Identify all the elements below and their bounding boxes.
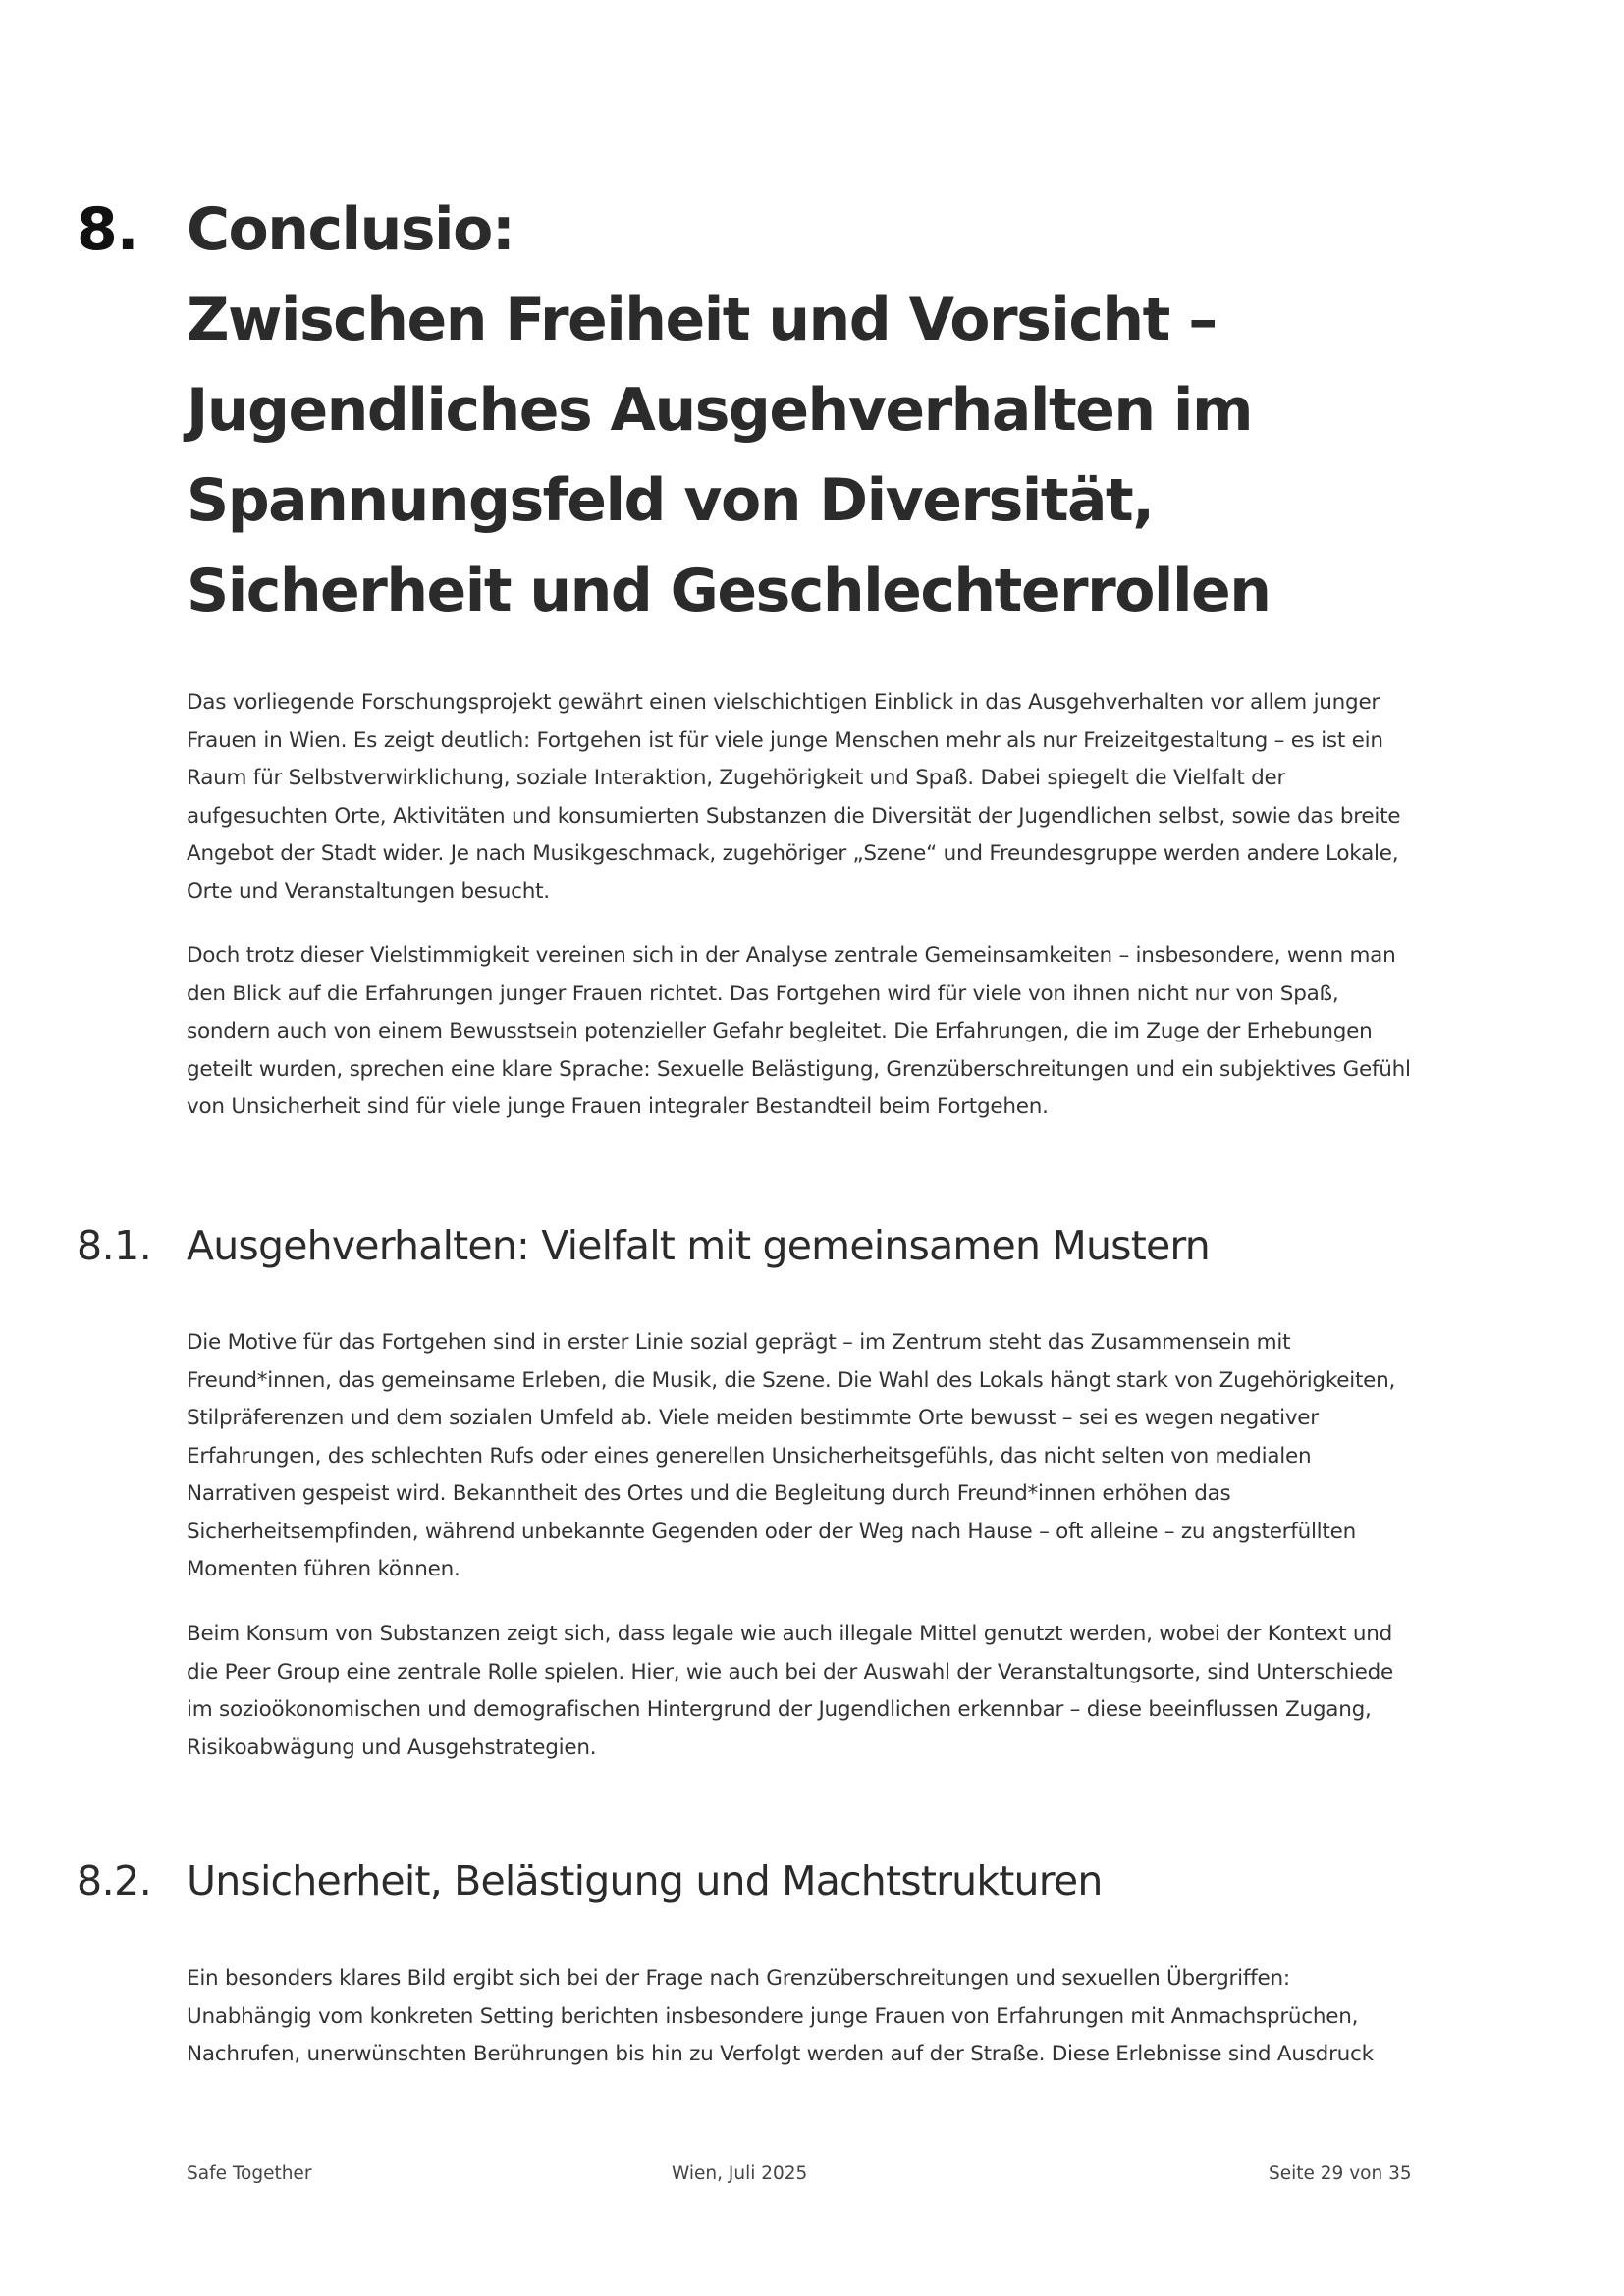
text-line: Frauen in Wien. Es zeigt deutlich: Fortgehen ist für viele junge Menschen mehr als nur Freizeitgestaltung – es ist ein xyxy=(187,727,1383,753)
chapter-title-line: Zwischen Freiheit und Vorsicht – xyxy=(187,286,1217,354)
text-line: Risikoabwägung und Ausgehstrategien. xyxy=(187,1735,597,1760)
footer-project-name: Safe Together xyxy=(187,2163,312,2184)
section-heading-8-2 xyxy=(77,1851,1471,1910)
text-line: die Peer Group eine zentrale Rolle spielen. Hier, wie auch bei der Auswahl der Veranstaltungsorte, sind Unterschiede xyxy=(187,1659,1393,1684)
text-line: den Blick auf die Erfahrungen junger Frauen richtet. Das Fortgehen wird für viele von ihnen nicht nur von Spaß, xyxy=(187,981,1339,1006)
text-line: Orte und Veranstaltungen besucht. xyxy=(187,879,550,904)
text-line: Raum für Selbstverwirklichung, soziale Interaktion, Zugehörigkeit und Spaß. Dabei spiegelt die Vielfalt der xyxy=(187,766,1286,790)
section-title: Ausgehverhalten: Vielfalt mit gemeinsamen Mustern xyxy=(187,1222,1210,1269)
section-number: 8.2. xyxy=(77,1857,152,1904)
text-line: Erfahrungen, des schlechten Rufs oder eines generellen Unsicherheitsgefühls, das nicht selten von medialen xyxy=(187,1443,1312,1468)
text-line: Doch trotz dieser Vielstimmigkeit vereinen sich in der Analyse zentrale Gemeinsamkeiten – insbesondere, wenn man xyxy=(187,943,1396,968)
intro-paragraph-1 xyxy=(187,684,1463,911)
section-heading-8-1 xyxy=(77,1216,1471,1275)
section-title: Unsicherheit, Belästigung und Machtstrukturen xyxy=(187,1857,1103,1904)
text-line: Sicherheitsempfinden, während unbekannte Gegenden oder der Weg nach Hause – oft alleine – zu angsterfüllten xyxy=(187,1519,1356,1544)
text-line: Freund*innen, das gemeinsame Erleben, die Musik, die Szene. Die Wahl des Lokals hängt stark von Zugehörigkeiten, xyxy=(187,1367,1396,1393)
text-line: Das vorliegende Forschungsprojekt gewährt einen vielschichtigen Einblick in das Ausgehverhalten vor allem junger xyxy=(187,690,1380,715)
chapter-title-line: Jugendliches Ausgehverhalten im xyxy=(187,376,1253,445)
footer-date: Wien, Juli 2025 xyxy=(672,2163,808,2184)
section-8-2-paragraph-1 xyxy=(187,1960,1463,2074)
text-line: Angebot der Stadt wider. Je nach Musikgeschmack, zugehöriger „Szene“ und Freundesgruppe werden andere Lokale, xyxy=(187,841,1399,866)
text-line: geteilt wurden, sprechen eine klare Sprache: Sexuelle Belästigung, Grenzüberschreitungen und ein subjektives Gefühl xyxy=(187,1056,1411,1082)
text-line: sondern auch von einem Bewusstsein potenzieller Gefahr begleitet. Die Erfahrungen, die im Zuge der Erhebungen xyxy=(187,1019,1373,1043)
text-line: Nachrufen, unerwünschten Berührungen bis hin zu Verfolgt werden auf der Straße. Diese Erlebnisse sind Ausdruck xyxy=(187,2042,1374,2066)
chapter-title xyxy=(187,185,1463,636)
text-line: Unabhängig vom konkreten Setting berichten insbesondere junge Frauen von Erfahrungen mit Anmachsprüchen, xyxy=(187,2003,1359,2029)
text-line: im sozioökonomischen und demografischen Hintergrund der Jugendlichen erkennbar – diese beeinflussen Zugang, xyxy=(187,1697,1372,1722)
text-line: Stilpräferenzen und dem sozialen Umfeld ab. Viele meiden bestimmte Orte bewusst – sei es wegen negativer xyxy=(187,1406,1319,1430)
chapter-title-line: Spannungsfeld von Diversität, xyxy=(187,466,1154,535)
text-line: Ein besonders klares Bild ergibt sich bei der Frage nach Grenzüberschreitungen und sexuellen Übergriffen: xyxy=(187,1966,1290,1991)
chapter-number: 8. xyxy=(77,195,138,264)
section-8-1-paragraph-2 xyxy=(187,1616,1463,1767)
intro-paragraph-2 xyxy=(187,937,1463,1127)
chapter-title-line: Conclusio: xyxy=(187,195,514,264)
section-8-1-paragraph-1 xyxy=(187,1324,1463,1589)
footer-page-number: Seite 29 von 35 xyxy=(1269,2163,1412,2184)
text-line: von Unsicherheit sind für viele junge Frauen integraler Bestandteil beim Fortgehen. xyxy=(187,1095,1049,1119)
section-number: 8.1. xyxy=(77,1222,152,1269)
text-line: Beim Konsum von Substanzen zeigt sich, dass legale wie auch illegale Mittel genutzt werden, wobei der Kontext und xyxy=(187,1622,1392,1646)
chapter-title-line: Sicherheit und Geschlechterrollen xyxy=(187,557,1271,625)
text-line: Narrativen gespeist wird. Bekanntheit des Ortes und die Begleitung durch Freund*innen erhöhen das xyxy=(187,1481,1231,1506)
text-line: Die Motive für das Fortgehen sind in erster Linie sozial geprägt – im Zentrum steht das Zusammensein mit xyxy=(187,1330,1291,1355)
text-line: Momenten führen können. xyxy=(187,1557,460,1581)
text-line: aufgesuchten Orte, Aktivitäten und konsumierten Substanzen die Diversität der Jugendlichen selbst, sowie das breite xyxy=(187,803,1401,828)
